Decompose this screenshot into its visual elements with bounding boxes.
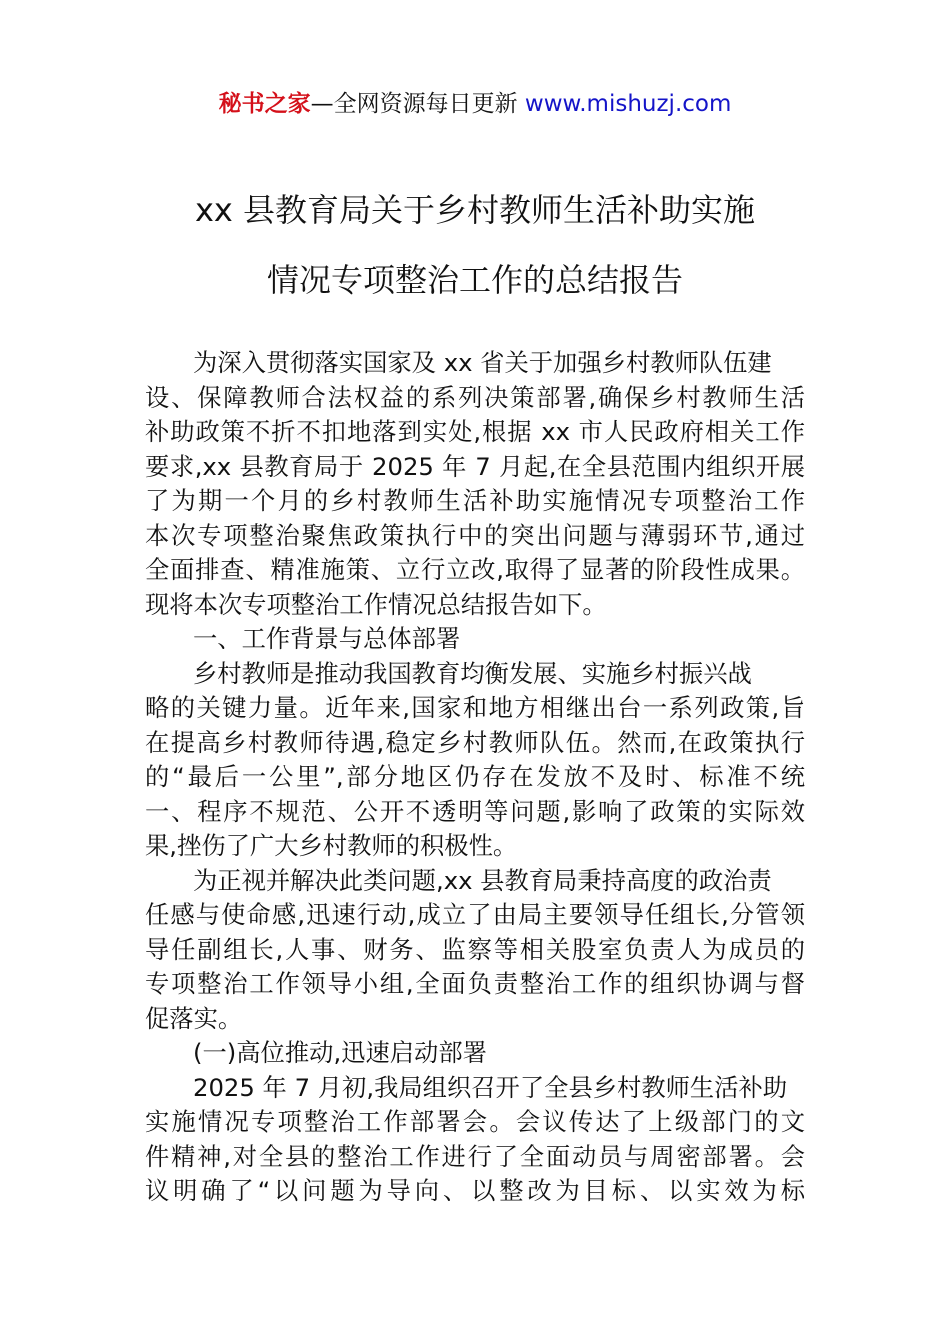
body-line: 为正视并解决此类问题,xx 县教育局秉持高度的政治责 bbox=[193, 865, 772, 895]
document-title-line-1: xx 县教育局关于乡村教师生活补助实施 bbox=[194, 191, 756, 229]
body-line: 现将本次专项整治工作情况总结报告如下。 bbox=[145, 589, 607, 619]
body-line: 的“最后一公里”,部分地区仍存在发放不及时、标准不统 bbox=[145, 762, 805, 791]
body-line: 一、程序不规范、公开不透明等问题,影响了政策的实际效 bbox=[145, 796, 805, 826]
document-body bbox=[145, 346, 805, 1209]
body-line: 促落实。 bbox=[145, 1003, 243, 1033]
body-line: 要求,xx 县教育局于 2025 年 7 月起,在全县范围内组织开展 bbox=[145, 451, 805, 481]
body-line: 果,挫伤了广大乡村教师的积极性。 bbox=[145, 831, 518, 860]
body-line: 为深入贯彻落实国家及 xx 省关于加强乡村教师队伍建 bbox=[193, 348, 772, 377]
body-line: 了为期一个月的乡村教师生活补助实施情况专项整治工作 bbox=[145, 486, 805, 515]
brand-name: 秘书之家 bbox=[218, 91, 311, 117]
body-line: 件精神,对全县的整治工作进行了全面动员与周密部署。会 bbox=[145, 1141, 805, 1171]
body-line: 在提高乡村教师待遇,稳定乡村教师队伍。然而,在政策执行 bbox=[145, 727, 805, 757]
body-line: 本次专项整治聚焦政策执行中的突出问题与薄弱环节,通过 bbox=[145, 520, 805, 550]
site-url-link[interactable]: www.mishuzj.com bbox=[524, 91, 732, 117]
section-heading: 一、工作背景与总体部署 bbox=[193, 624, 461, 653]
body-line: 专项整治工作领导小组,全面负责整治工作的组织协调与督 bbox=[145, 969, 805, 998]
body-line: 略的关键力量。近年来,国家和地方相继出台一系列政策,旨 bbox=[145, 693, 805, 722]
site-header bbox=[0, 86, 950, 122]
subsection-heading: (一)高位推动,迅速启动部署 bbox=[193, 1038, 487, 1067]
body-line: 补助政策不折不扣地落到实处,根据 xx 市人民政府相关工作 bbox=[145, 417, 805, 446]
body-line: 2025 年 7 月初,我局组织召开了全县乡村教师生活补助 bbox=[193, 1072, 788, 1102]
body-line: 乡村教师是推动我国教育均衡发展、实施乡村振兴战 bbox=[193, 658, 752, 688]
body-line: 全面排查、精准施策、立行立改,取得了显著的阶段性成果。 bbox=[145, 555, 805, 584]
body-line: 任感与使命感,迅速行动,成立了由局主要领导任组长,分管领 bbox=[145, 900, 805, 929]
body-line: 议明确了“以问题为导向、以整改为目标、以实效为标 bbox=[145, 1176, 805, 1205]
body-line: 设、保障教师合法权益的系列决策部署,确保乡村教师生活 bbox=[145, 382, 805, 412]
body-line: 实施情况专项整治工作部署会。会议传达了上级部门的文 bbox=[145, 1107, 805, 1136]
header-tagline: —全网资源每日更新 bbox=[310, 91, 525, 117]
document-title-line-2: 情况专项整治工作的总结报告 bbox=[266, 261, 683, 299]
body-line: 导任副组长,人事、财务、监察等相关股室负责人为成员的 bbox=[145, 934, 805, 964]
